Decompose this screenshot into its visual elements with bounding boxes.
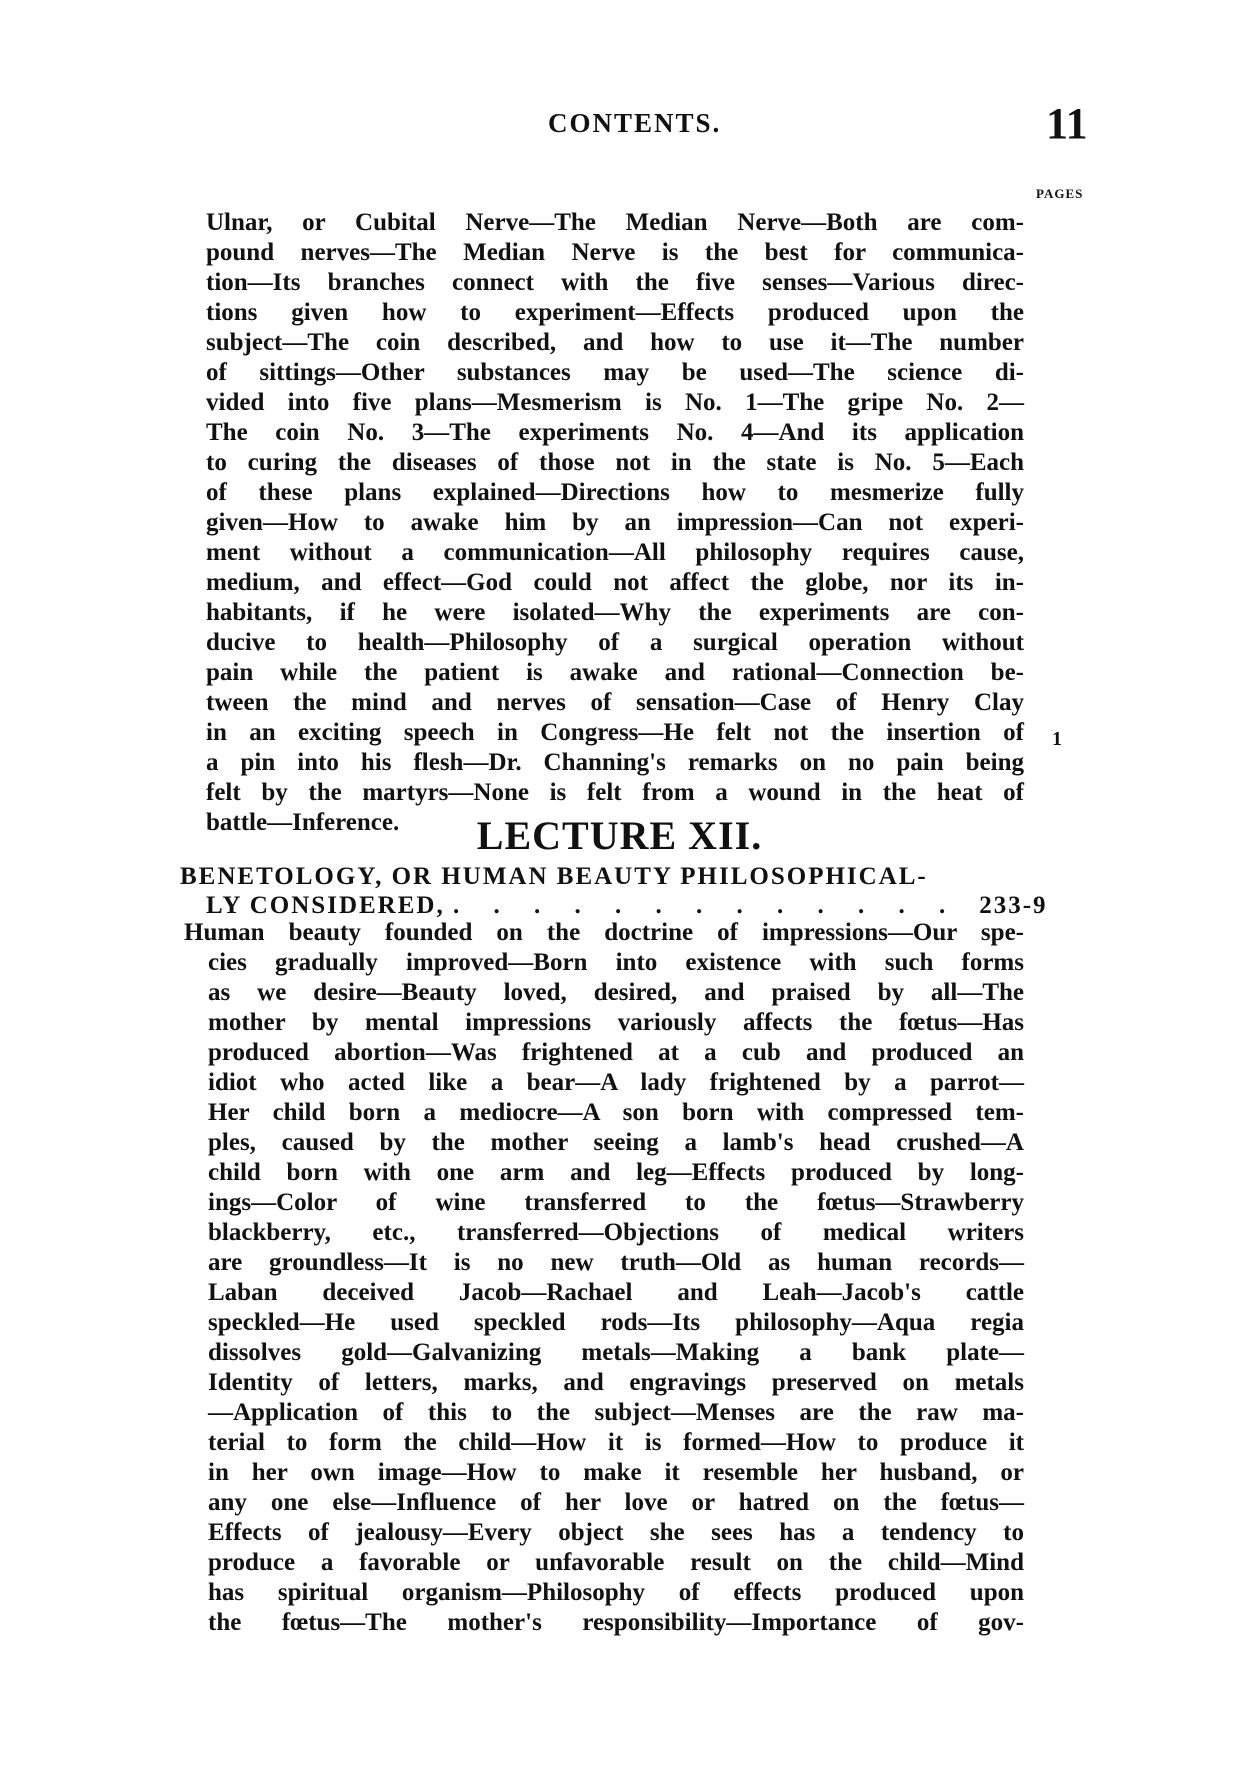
- page-range: 233-9: [979, 892, 1048, 919]
- text-line: Laban deceived Jacob—Rachael and Leah—Jacob's cattle: [208, 1279, 1024, 1306]
- text-line: mother by mental impressions variously affects the fœtus—Has: [208, 1009, 1024, 1036]
- text-line: pain while the patient is awake and rational—Connection be-: [206, 659, 1024, 686]
- subject-title-end: LY CONSIDERED,: [206, 892, 445, 919]
- pages-column-label: PAGES: [1036, 186, 1084, 201]
- text-line: to curing the diseases of those not in the state is No. 5—Each: [206, 449, 1024, 476]
- lecture-heading: [0, 812, 1259, 859]
- text-line: ment without a communication—All philosophy requires cause,: [206, 539, 1024, 566]
- text-line: Her child born a mediocre—A son born with compressed tem-: [208, 1099, 1024, 1126]
- text-line: Effects of jealousy—Every object she sees has a tendency to: [208, 1519, 1024, 1546]
- text-line: ings—Color of wine transferred to the fœtus—Strawberry: [208, 1189, 1024, 1216]
- text-line: of sittings—Other substances may be used—The science di-: [206, 359, 1024, 386]
- lecture-subject-entry: [180, 862, 1060, 920]
- text-line: has spiritual organism—Philosophy of effects produced upon: [208, 1579, 1024, 1606]
- text-line: blackberry, etc., transferred—Objections of medical writers: [208, 1219, 1024, 1246]
- lecture-title: LECTURE XII.: [476, 813, 763, 858]
- leader-dots: . . . . . . . . . . . . .: [452, 892, 960, 919]
- text-line: pound nerves—The Median Nerve is the best for communica-: [206, 239, 1024, 266]
- text-line: in an exciting speech in Congress—He felt not the insertion of: [206, 719, 1024, 746]
- text-line: Identity of letters, marks, and engravings preserved on metals: [208, 1369, 1024, 1396]
- text-line: vided into five plans—Mesmerism is No. 1—The gripe No. 2—: [206, 389, 1024, 416]
- page-number: 11: [1046, 99, 1088, 148]
- text-line: The coin No. 3—The experiments No. 4—And its application: [206, 419, 1024, 446]
- text-line: felt by the martyrs—None is felt from a wound in the heat of: [206, 779, 1024, 806]
- text-line: in her own image—How to make it resemble her husband, or: [208, 1459, 1024, 1486]
- text-line: tween the mind and nerves of sensation—Case of Henry Clay: [206, 689, 1024, 716]
- text-line: child born with one arm and leg—Effects produced by long-: [208, 1159, 1024, 1186]
- text-line: ducive to health—Philosophy of a surgical operation without: [206, 629, 1024, 656]
- text-line: Ulnar, or Cubital Nerve—The Median Nerve—Both are com-: [206, 209, 1024, 236]
- text-line: tions given how to experiment—Effects produced upon the: [206, 299, 1024, 326]
- margin-mark: 1: [1052, 728, 1062, 750]
- text-line: medium, and effect—God could not affect the globe, nor its in-: [206, 569, 1024, 596]
- text-line: produced abortion—Was frightened at a cub and produced an: [208, 1039, 1024, 1066]
- text-line: dissolves gold—Galvanizing metals—Making a bank plate—: [208, 1339, 1024, 1366]
- text-line: subject—The coin described, and how to use it—The number: [206, 329, 1024, 356]
- text-line: any one else—Influence of her love or hatred on the fœtus—: [208, 1489, 1024, 1516]
- text-line: as we desire—Beauty loved, desired, and praised by all—The: [208, 979, 1024, 1006]
- text-line: ples, caused by the mother seeing a lamb's head crushed—A: [208, 1129, 1024, 1156]
- text-line: Human beauty founded on the doctrine of impressions—Our spe-: [184, 919, 1024, 946]
- text-line: battle—Inference.: [206, 809, 400, 836]
- running-head: CONTENTS.: [548, 108, 722, 138]
- text-line: idiot who acted like a bear—A lady frightened by a parrot—: [208, 1069, 1024, 1096]
- text-line: habitants, if he were isolated—Why the experiments are con-: [206, 599, 1024, 626]
- text-line: are groundless—It is no new truth—Old as human records—: [208, 1249, 1024, 1276]
- subject-line: [180, 891, 1060, 920]
- text-line: a pin into his flesh—Dr. Channing's remarks on no pain being: [206, 749, 1024, 776]
- contents-paragraph-lecture-xii: [184, 918, 1024, 1638]
- text-line: cies gradually improved—Born into existence with such forms: [208, 949, 1024, 976]
- contents-paragraph-lecture-xi: [206, 208, 1024, 838]
- text-line: —Application of this to the subject—Menses are the raw ma-: [208, 1399, 1024, 1426]
- text-line: the fœtus—The mother's responsibility—Importance of gov-: [208, 1609, 1024, 1636]
- text-line: speckled—He used speckled rods—Its philosophy—Aqua regia: [208, 1309, 1024, 1336]
- subject-line: BENETOLOGY, OR HUMAN BEAUTY PHILOSOPHICAL-: [180, 863, 928, 890]
- text-line: tion—Its branches connect with the five senses—Various direc-: [206, 269, 1024, 296]
- text-line: terial to form the child—How it is formed—How to produce it: [208, 1429, 1024, 1456]
- text-line: produce a favorable or unfavorable result on the child—Mind: [208, 1549, 1024, 1576]
- text-line: given—How to awake him by an impression—Can not experi-: [206, 509, 1024, 536]
- text-line: of these plans explained—Directions how to mesmerize fully: [206, 479, 1024, 506]
